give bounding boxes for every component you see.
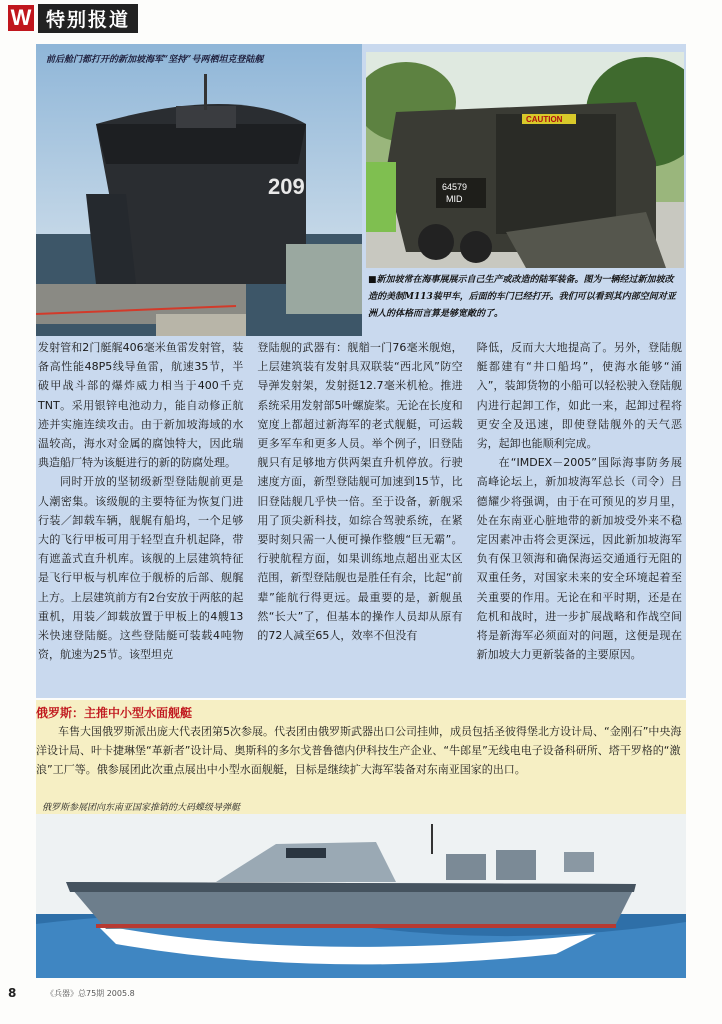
missile-boat-photo [36, 814, 686, 978]
vehicle-plate-1: 64579 [442, 182, 468, 192]
logo-w: W [8, 5, 34, 31]
paragraph: 车售大国俄罗斯派出庞大代表团第5次参展。代表团由俄罗斯武器出口公司挂帅，成员包括圣彼得堡北方设计局、“金刚石”中央海洋设计局、叶卡捷琳堡“革新者”设计局、奥斯科的多尔戈普鲁德内伊科技生产企业、“牛郎星”无线电电子设备科研所、塔干罗格的“激浪”工厂等。俄参展团此次重点展出中小型水面舰艇，目标是继续扩大海军装备对东南亚国家的出口。 [36, 725, 682, 776]
photo-caption-right: ■新加坡常在海事展展示自己生产或改造的陆军装备。图为一辆经过新加坡改造的美制M113装甲车，后面的车门已经打开。我们可以看到其内部空间对亚洲人的体格而言算是够宽敞的了。 [368, 275, 676, 319]
apc-photo [366, 52, 684, 268]
russia-text [36, 722, 682, 779]
article-body [38, 338, 682, 696]
landing-ship-photo [36, 44, 362, 336]
russia-title: 俄罗斯：主推中小型水面舰艇 [36, 706, 193, 720]
issue-info: 《兵器》总75期 2005.8 [46, 989, 135, 998]
paragraph: 登陆舰的武器有：舰艏一门76毫米舰炮，上层建筑装有发射具双联装“西北风”防空导弹发射架，发射挺12.7毫米机枪。推进系统采用发射部5叶螺旋桨。无论在长度和宽度上都超过新海军的老式舰艇，可运载更多军车和更多人员。举个例子，旧登陆舰只有足够地方供两架直升机停放。行驶速度方面，新型登陆舰可加速到15节，比旧登陆舰几乎快一倍。至于设备，新舰采用了顶尖新科技，如综合驾驶系统，在紧要时刻只需一人便可操作整艘“巨无霸”。行驶航程方面，如果训练地点超出亚太区范围，新型登陆舰也是胜任有余，比起“前辈”能航行得更远。最重要的是，新舰虽然“长大”了，但基本的操作人员却从原有的72人减至65人，效率不但没有 [257, 341, 463, 643]
article-column-3 [477, 338, 682, 696]
section-title: 特别报道 [38, 4, 138, 33]
caution-label: CAUTION [526, 115, 563, 124]
section-header [8, 4, 138, 32]
missile-boat-caption: 俄罗斯参展团向东南亚国家推销的大码蝶级导弹艇 [42, 803, 241, 813]
article-column-2 [257, 338, 462, 696]
ship-number: 209 [268, 174, 305, 199]
paragraph: 降低，反而大大地提高了。另外，登陆舰艇都建有“井口船坞”，使海水能够“涌入”，装卸货物的小船可以轻松驶入登陆舰内进行起卸工作，如此一来，起卸过程将更安全及迅速，即使登陆舰外的天气恶劣，起卸也能顺利完成。 [476, 341, 682, 451]
paragraph: 同时开放的坚韧级新型登陆舰前更是人潮密集。该级舰的主要特征为恢复门进行装／卸载车辆，舰艉有船坞，一个足够大的飞行甲板可用于轻型直升机起降，带有遮盖式直升机库。该舰的上层建筑特征是飞行甲板与机库位于舰桥的后部、舰艉上方。上层建筑前方有2台安放于两舷的起重机，用装／卸载放置于甲板上的4艘13米快速登陆艇。这些登陆艇可装载4吨物资，航速为25节。该型坦克 [38, 475, 244, 662]
paragraph: 在“IMDEX－2005”国际海事防务展高峰论坛上，新加坡海军总长（司令）吕德耀少将强调，由于在可预见的岁月里，处在东南亚心脏地带的新加坡受外来不稳定因素冲击将会更深远，因此新加坡海军负有保卫领海和确保海运交通通行无阻的双重任务，对国家未来的安全环境起着至关重要的作用。无论在和平时期，还是在危机和战时，进一步扩展战略和作战空间将是新海军必须面对的问题，这便是现在新加坡大力更新装备的主要原因。 [476, 456, 682, 662]
photo-caption-top: 前后舱门都打开的新加坡海军“坚持”号两栖坦克登陆舰 [46, 55, 264, 65]
article-column-1 [38, 338, 243, 696]
vehicle-plate-2: MID [446, 194, 463, 204]
paragraph: 发射管和2门艇艉406毫米鱼雷发射管，装备高性能48P5线导鱼雷，航速35节，半破甲战斗部的爆炸威力相当于400千克TNT。采用银锌电池动力，能自动修正航迹并实施连续攻击。由于新加坡海域的水温较高，海水对金属的腐蚀特大，因此瑞典造船厂特为该艇进行的新的防腐处理。 [38, 341, 244, 470]
page-number: 8 [8, 986, 17, 1000]
